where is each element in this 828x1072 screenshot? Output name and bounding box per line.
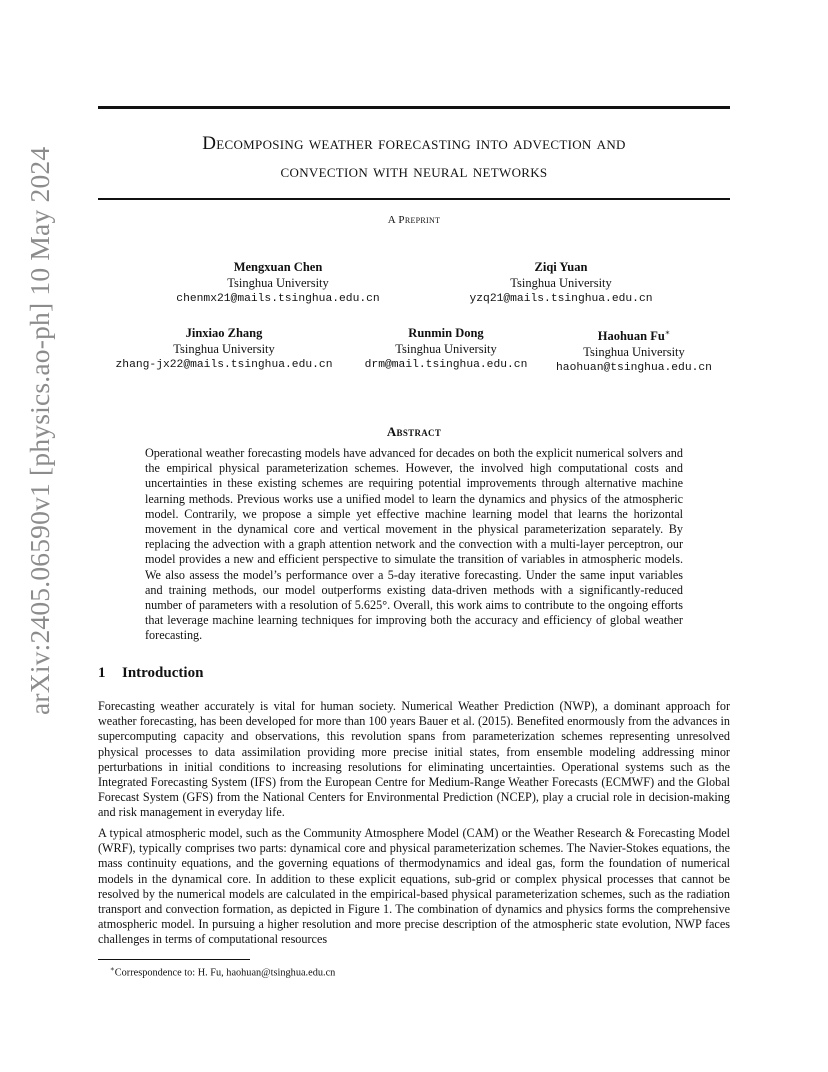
arxiv-identifier-sidebar [20,146,60,715]
title-bottom-rule [98,198,730,200]
section-heading-introduction [98,665,730,682]
section-number: 1 [98,665,106,681]
author-affiliation: Tsinghua University [173,342,275,356]
author-block [176,259,379,307]
author-email: zhang-jx22@mails.tsinghua.edu.cn [115,359,333,371]
footnote-text: Correspondence to: H. Fu, haohuan@tsinghua.edu.cn [114,967,336,979]
corresponding-author-mark: ∗ [664,328,671,337]
author-affiliation: Tsinghua University [395,342,497,356]
author-email: yzq21@mails.tsinghua.edu.cn [469,293,653,305]
author-block [469,259,652,307]
intro-paragraph-2: A typical atmospheric model, such as the Community Atmosphere Model (CAM) or the Weather Research & Forecasting Model (WRF), typically comprises two parts: dynamical core and physical parameterization schemes. The Navier-Stokes equations, the mass continuity equations, and the governing equations of thermodynamics and ideal gas, form the foundation of numerical models in the dynamical core. In addition to these explicit equations, sub-grid or complex physical processes that cannot be resolved by the numerical models are calculated in the empirical-based physical parameterization schemes, such as the radiation transport and convection formation, as depicted in Figure 1. The combination of dynamics and physics forms the comprehensive atmospheric model. In pursuing a higher resolution and more precise description of the atmospheric state evolution, NWP faces challenges in terms of computational resources [98,826,730,947]
intro-paragraph-1: Forecasting weather accurately is vital for human society. Numerical Weather Prediction (NWP), a dominant approach for weather forecasting, has been developed for more than 100 years Bauer et al. (2015). Benefited enormously from the advances in supercomputing capacity and observations, this revolution spans from parameterization schemes representing unresolved physical processes to data assimilation providing more precise initial states, from ensemble modeling addressing minor perturbations in initial conditions to increasing resolutions for eliminating uncertainties. Operational systems such as the Integrated Forecasting System (IFS) from the European Centre for Medium-Range Weather Forecasts (ECMWF) and the Global Forecast System (GFS) from the National Centers for Environmental Prediction (NCEP), play a crucial role in decision-making and risk management in everyday life. [98,699,730,820]
author-name: Runmin Dong [408,326,484,340]
author-email: drm@mail.tsinghua.edu.cn [364,359,528,371]
author-block [116,325,333,373]
author-name-with-mark [556,325,712,344]
footnote-rule [98,959,250,960]
preprint-label: A Preprint [387,214,441,226]
author-email: haohuan@tsinghua.edu.cn [556,362,712,375]
title-top-rule [98,106,730,109]
paper-title [98,130,730,186]
abstract-text: Operational weather forecasting models have advanced for decades on both the explicit numerical solvers and the empirical physical parameterization schemes. However, the involved high computational costs and uncertainties in these existing schemes are requiring potential improvements through alternative machine learning methods. Previous works use a unified model to learn the dynamics and physics of the atmospheric model. Contrarily, we propose a simple yet effective machine learning model that learns the horizontal movement in the dynamical core and vertical movement in the physical parameterization separately. By replacing the advection with a graph attention network and the convection with a multi-layer perceptron, our model provides a new and efficient perspective to simulate the transition of variables in atmospheric models. We also assess the model’s performance over a 5-day iterative forecasting. Under the same input variables and training methods, our model outperforms existing data-driven methods with a significantly-reduced number of parameters with a resolution of 5.625°. Overall, this work aims to contribute to the ongoing efforts that leverage machine learning techniques for improving both the accuracy and efficiency of global weather forecasting. [145,446,683,643]
section-title: Introduction [122,665,204,681]
author-block [556,325,712,376]
footnote-mark: ∗ [110,965,115,973]
author-name: Jinxiao Zhang [185,326,263,340]
author-name: Ziqi Yuan [534,260,588,274]
abstract-heading: Abstract [386,424,442,439]
author-name: Mengxuan Chen [233,260,323,274]
author-email: chenmx21@mails.tsinghua.edu.cn [176,293,380,305]
paper-title-line-2: convection with neural networks [280,161,548,182]
author-affiliation: Tsinghua University [583,345,685,360]
author-affiliation: Tsinghua University [227,276,329,290]
author-affiliation: Tsinghua University [510,276,612,290]
author-block [365,325,528,373]
author-name: Haohuan Fu [597,329,665,344]
footnote [110,963,710,979]
paper-title-line-1: Decomposing weather forecasting into advection and [202,133,626,154]
arxiv-identifier: arXiv:2405.06590v1 [physics.ao-ph] 10 May 2024 [24,146,55,715]
